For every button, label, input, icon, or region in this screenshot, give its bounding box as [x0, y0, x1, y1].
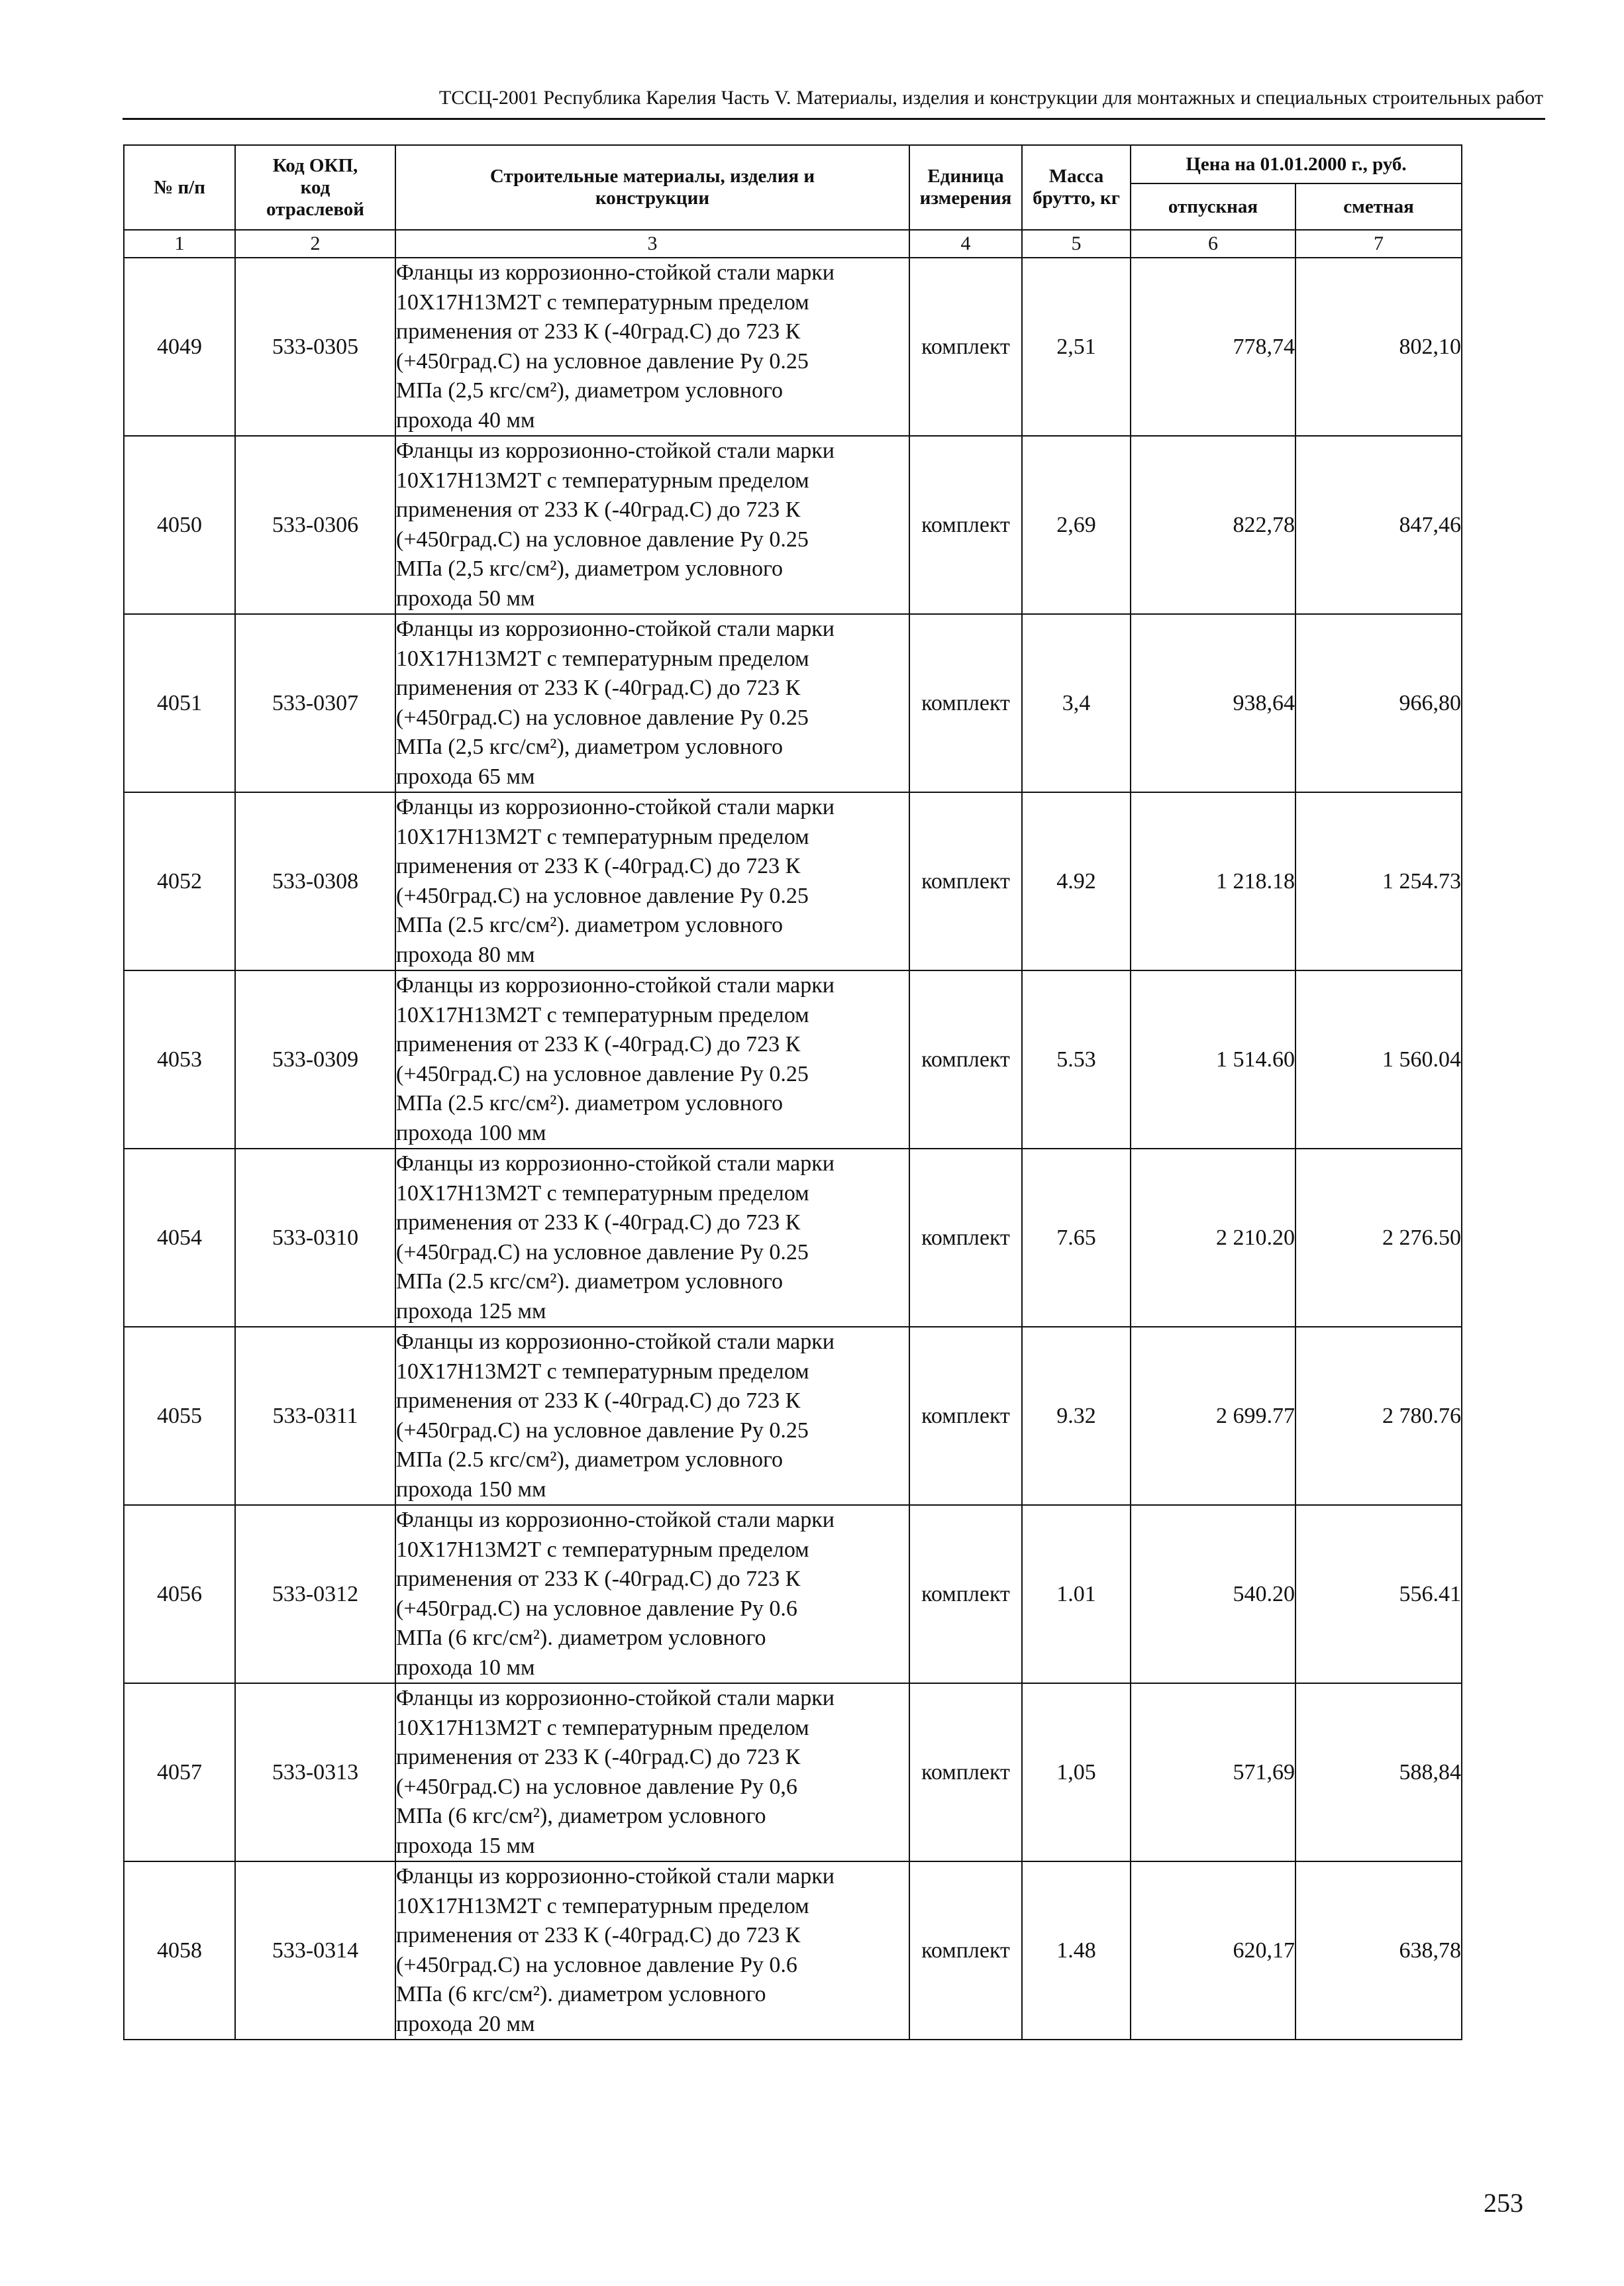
unit-of-measure: комплект [909, 1505, 1022, 1683]
header-rule [123, 118, 1545, 120]
description-line: Фланцы из коррозионно-стойкой стали марки [396, 1864, 835, 1889]
gross-mass: 2,51 [1022, 258, 1131, 436]
row-number: 4051 [124, 614, 235, 792]
description-line: (+450град.С) на условное давление Ру 0.25 [396, 1061, 809, 1086]
unit-of-measure: комплект [909, 970, 1022, 1149]
okp-code: 533-0310 [235, 1149, 395, 1327]
description-line: МПа (2,5 кгс/см²), диаметром условного [396, 378, 784, 403]
description-line: Фланцы из коррозионно-стойкой стали марки [396, 260, 835, 285]
column-index: 1 [124, 230, 235, 258]
price-estimate: 588,84 [1295, 1683, 1462, 1861]
material-description [395, 1683, 909, 1861]
description-line: применения от 233 К (-40град.С) до 723 К [396, 497, 801, 522]
unit-of-measure: комплект [909, 1683, 1022, 1861]
description-line: МПа (6 кгс/см²), диаметром условного [396, 1804, 766, 1828]
description-line: применения от 233 К (-40град.С) до 723 К [396, 319, 801, 344]
table-row [124, 614, 1462, 792]
table-header-row [124, 145, 1462, 183]
description-line: прохода 80 мм [396, 942, 535, 967]
description-line: 10Х17Н13М2Т с температурным пределом [396, 1715, 809, 1740]
table-row [124, 1327, 1462, 1505]
description-line: прохода 100 мм [396, 1120, 546, 1145]
gross-mass: 5.53 [1022, 970, 1131, 1149]
page-number: 253 [1484, 2188, 1523, 2218]
material-description [395, 970, 909, 1149]
price-table [123, 144, 1462, 2040]
col-header-mass: Масса брутто, кг [1022, 145, 1131, 230]
material-description [395, 1861, 909, 2040]
description-line: МПа (2,5 кгс/см²), диаметром условного [396, 556, 784, 581]
description-line: (+450град.С) на условное давление Ру 0.25 [396, 883, 809, 908]
col-header-price-release: отпускная [1131, 183, 1295, 230]
column-index: 2 [235, 230, 395, 258]
unit-of-measure: комплект [909, 258, 1022, 436]
description-line: Фланцы из коррозионно-стойкой стали марки [396, 973, 835, 998]
price-release: 1 514.60 [1131, 970, 1295, 1149]
description-line: МПа (6 кгс/см²). диаметром условного [396, 1982, 766, 2006]
material-description [395, 1327, 909, 1505]
unit-of-measure: комплект [909, 1327, 1022, 1505]
description-line: МПа (2,5 кгс/см²), диаметром условного [396, 735, 784, 759]
material-description [395, 614, 909, 792]
column-index: 3 [395, 230, 909, 258]
table-body [124, 258, 1462, 2040]
price-release: 2 699.77 [1131, 1327, 1295, 1505]
table-row [124, 436, 1462, 614]
description-line: применения от 233 К (-40град.С) до 723 К [396, 1032, 801, 1057]
price-estimate: 2 780.76 [1295, 1327, 1462, 1505]
col-header-desc: Строительные материалы, изделия и конструкции [395, 145, 909, 230]
column-index: 4 [909, 230, 1022, 258]
description-line: 10Х17Н13М2Т с температурным пределом [396, 289, 809, 315]
unit-of-measure: комплект [909, 436, 1022, 614]
price-estimate: 1 560.04 [1295, 970, 1462, 1149]
running-header: ТССЦ-2001 Республика Карелия Часть V. Материалы, изделия и конструкции для монтажных и специальных строительных работ [438, 87, 1543, 109]
description-line: 10Х17Н13М2Т с температурным пределом [396, 824, 809, 849]
row-number: 4054 [124, 1149, 235, 1327]
description-line: прохода 10 мм [396, 1655, 535, 1680]
material-description [395, 1505, 909, 1683]
description-line: 10Х17Н13М2Т с температурным пределом [396, 1537, 809, 1562]
price-release: 1 218.18 [1131, 792, 1295, 970]
description-line: прохода 65 мм [396, 764, 535, 789]
unit-of-measure: комплект [909, 792, 1022, 970]
description-line: прохода 150 мм [396, 1477, 546, 1502]
price-estimate: 802,10 [1295, 258, 1462, 436]
gross-mass: 1.01 [1022, 1505, 1131, 1683]
row-number: 4056 [124, 1505, 235, 1683]
description-line: применения от 233 К (-40град.С) до 723 К [396, 1745, 801, 1769]
material-description [395, 792, 909, 970]
table-row [124, 970, 1462, 1149]
description-line: 10Х17Н13М2Т с температурным пределом [396, 1359, 809, 1384]
price-estimate: 638,78 [1295, 1861, 1462, 2040]
table-row [124, 1149, 1462, 1327]
description-line: Фланцы из коррозионно-стойкой стали марки [396, 439, 835, 463]
description-line: (+450град.С) на условное давление Ру 0.6 [396, 1952, 797, 1977]
okp-code: 533-0314 [235, 1861, 395, 2040]
description-line: прохода 15 мм [396, 1833, 535, 1858]
price-release: 938,64 [1131, 614, 1295, 792]
gross-mass: 1,05 [1022, 1683, 1131, 1861]
table-row [124, 258, 1462, 436]
col-header-price-estimate: сметная [1295, 183, 1462, 230]
col-header-price-group: Цена на 01.01.2000 г., руб. [1131, 145, 1462, 183]
table-row [124, 792, 1462, 970]
col-header-code: Код ОКП, код отраслевой [235, 145, 395, 230]
gross-mass: 1.48 [1022, 1861, 1131, 2040]
description-line: прохода 20 мм [396, 2011, 535, 2036]
description-line: применения от 233 К (-40град.С) до 723 К [396, 854, 801, 878]
unit-of-measure: комплект [909, 1861, 1022, 2040]
okp-code: 533-0311 [235, 1327, 395, 1505]
gross-mass: 3,4 [1022, 614, 1131, 792]
row-number: 4050 [124, 436, 235, 614]
description-line: 10Х17Н13М2Т с температурным пределом [396, 1002, 809, 1027]
description-line: прохода 125 мм [396, 1298, 546, 1324]
gross-mass: 7.65 [1022, 1149, 1131, 1327]
description-line: (+450град.С) на условное давление Ру 0.6 [396, 1596, 797, 1621]
price-release: 778,74 [1131, 258, 1295, 436]
column-index: 5 [1022, 230, 1131, 258]
description-line: прохода 50 мм [396, 586, 535, 611]
description-line: Фланцы из коррозионно-стойкой стали марки [396, 617, 835, 641]
table-row [124, 1683, 1462, 1861]
description-line: применения от 233 К (-40град.С) до 723 К [396, 1923, 801, 1948]
row-number: 4053 [124, 970, 235, 1149]
price-release: 571,69 [1131, 1683, 1295, 1861]
description-line: МПа (2.5 кгс/см²). диаметром условного [396, 1091, 784, 1116]
column-index: 6 [1131, 230, 1295, 258]
description-line: (+450град.С) на условное давление Ру 0.25 [396, 1418, 809, 1443]
description-line: МПа (2.5 кгс/см²). диаметром условного [396, 913, 784, 937]
description-line: МПа (2.5 кгс/см²). диаметром условного [396, 1269, 784, 1294]
price-release: 540.20 [1131, 1505, 1295, 1683]
unit-of-measure: комплект [909, 614, 1022, 792]
okp-code: 533-0305 [235, 258, 395, 436]
price-release: 2 210.20 [1131, 1149, 1295, 1327]
material-description [395, 1149, 909, 1327]
description-line: применения от 233 К (-40град.С) до 723 К [396, 1210, 801, 1235]
description-line: Фланцы из коррозионно-стойкой стали марки [396, 1151, 835, 1176]
material-description [395, 258, 909, 436]
price-release: 822,78 [1131, 436, 1295, 614]
row-number: 4049 [124, 258, 235, 436]
gross-mass: 9.32 [1022, 1327, 1131, 1505]
description-line: прохода 40 мм [396, 407, 535, 433]
description-line: МПа (2.5 кгс/см²), диаметром условного [396, 1447, 784, 1472]
price-estimate: 1 254.73 [1295, 792, 1462, 970]
gross-mass: 2,69 [1022, 436, 1131, 614]
price-release: 620,17 [1131, 1861, 1295, 2040]
column-index-row [124, 230, 1462, 258]
price-estimate: 966,80 [1295, 614, 1462, 792]
price-estimate: 847,46 [1295, 436, 1462, 614]
okp-code: 533-0312 [235, 1505, 395, 1683]
description-line: 10Х17Н13М2Т с температурным пределом [396, 468, 809, 493]
description-line: (+450град.С) на условное давление Ру 0.25 [396, 1239, 809, 1265]
description-line: Фланцы из коррозионно-стойкой стали марки [396, 795, 835, 819]
description-line: применения от 233 К (-40град.С) до 723 К [396, 1388, 801, 1413]
description-line: 10Х17Н13М2Т с температурным пределом [396, 1893, 809, 1918]
col-header-num: № п/п [124, 145, 235, 230]
description-line: МПа (6 кгс/см²). диаметром условного [396, 1626, 766, 1650]
description-line: (+450град.С) на условное давление Ру 0.25 [396, 705, 809, 730]
col-header-unit: Единица измерения [909, 145, 1022, 230]
description-line: 10Х17Н13М2Т с температурным пределом [396, 1180, 809, 1206]
row-number: 4057 [124, 1683, 235, 1861]
table-row [124, 1505, 1462, 1683]
column-index: 7 [1295, 230, 1462, 258]
description-line: 10Х17Н13М2Т с температурным пределом [396, 646, 809, 671]
price-estimate: 556.41 [1295, 1505, 1462, 1683]
unit-of-measure: комплект [909, 1149, 1022, 1327]
description-line: Фланцы из коррозионно-стойкой стали марки [396, 1329, 835, 1354]
description-line: применения от 233 К (-40град.С) до 723 К [396, 676, 801, 700]
row-number: 4055 [124, 1327, 235, 1505]
okp-code: 533-0306 [235, 436, 395, 614]
table-row [124, 1861, 1462, 2040]
description-line: (+450град.С) на условное давление Ру 0,6 [396, 1774, 797, 1799]
row-number: 4058 [124, 1861, 235, 2040]
gross-mass: 4.92 [1022, 792, 1131, 970]
okp-code: 533-0313 [235, 1683, 395, 1861]
price-estimate: 2 276.50 [1295, 1149, 1462, 1327]
description-line: Фланцы из коррозионно-стойкой стали марки [396, 1508, 835, 1532]
material-description [395, 436, 909, 614]
okp-code: 533-0309 [235, 970, 395, 1149]
description-line: (+450град.С) на условное давление Ру 0.25 [396, 348, 809, 374]
okp-code: 533-0308 [235, 792, 395, 970]
okp-code: 533-0307 [235, 614, 395, 792]
description-line: применения от 233 К (-40град.С) до 723 К [396, 1567, 801, 1591]
row-number: 4052 [124, 792, 235, 970]
description-line: Фланцы из коррозионно-стойкой стали марки [396, 1686, 835, 1710]
description-line: (+450град.С) на условное давление Ру 0.25 [396, 527, 809, 552]
